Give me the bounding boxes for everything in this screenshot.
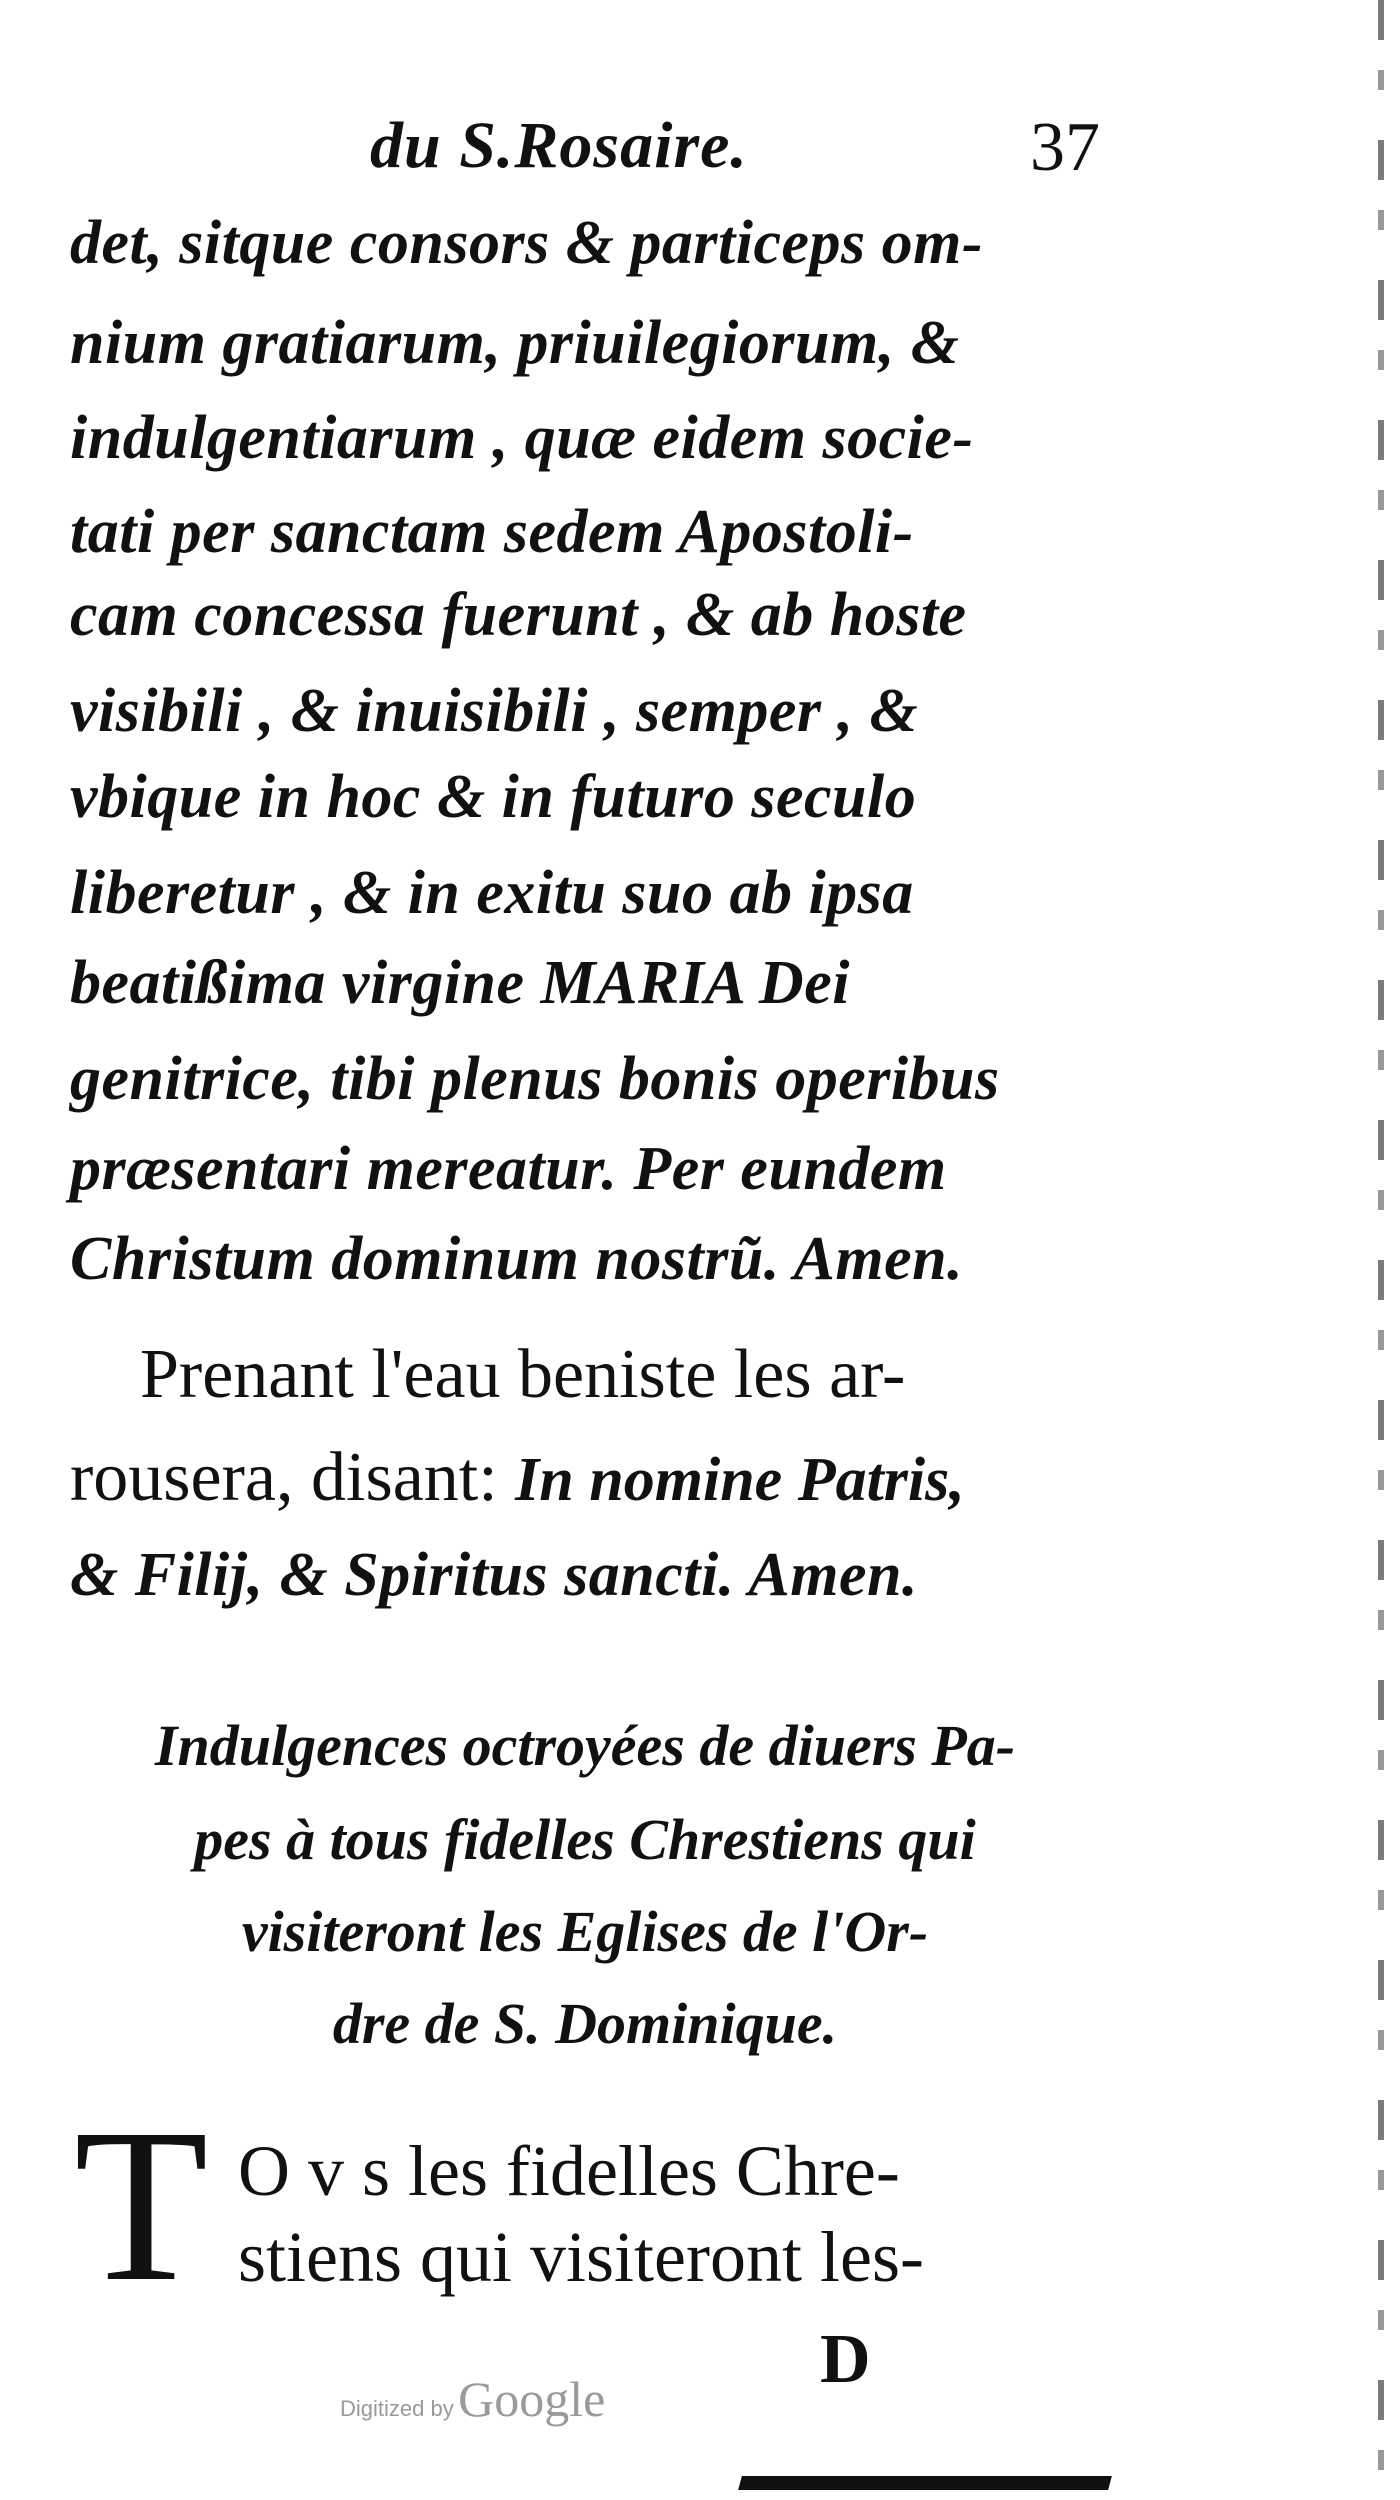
section-heading-line: Indulgences octroyées de diuers Pa- <box>154 1713 1016 1778</box>
rubric-line <box>70 1438 1100 1518</box>
rubric-line: Prenant l'eau beniste les ar- <box>140 1336 906 1413</box>
catchword: D <box>820 2321 871 2398</box>
rubric-roman-text: rousera, disant: <box>70 1439 516 1516</box>
latin-line: tati per sanctam sedem Apostoli- <box>70 498 914 566</box>
latin-line: det, sitque consors & particeps om- <box>70 209 984 277</box>
body-line: stiens qui visiteront les- <box>238 2217 924 2297</box>
body-line: O v s les fidelles Chre- <box>238 2131 900 2211</box>
watermark-prefix: Digitized by <box>340 2396 454 2421</box>
running-head: du S.Rosaire. <box>370 109 748 182</box>
latin-line: indulgentiarum , quæ eidem socie- <box>70 404 974 472</box>
latin-line: Christum dominum nostrũ. Amen. <box>70 1225 964 1293</box>
latin-line: præsentari mereatur. Per eundem <box>70 1135 947 1203</box>
latin-line: liberetur , & in exitu suo ab ipsa <box>70 859 914 927</box>
latin-line: nium gratiarum, priuilegiorum, & <box>70 309 960 377</box>
rubric-italic-text: In nomine Patris, <box>515 1446 965 1514</box>
adjacent-page-edge <box>1378 0 1384 2500</box>
scan-edge-bar <box>738 2476 1112 2490</box>
google-logo: Google <box>458 2371 606 2427</box>
rubric-line: & Filij, & Spiritus sancti. Amen. <box>70 1541 918 1609</box>
section-heading-line: visiteront les Eglises de l'Or- <box>241 1899 929 1964</box>
drop-cap: T <box>74 2083 209 2327</box>
latin-line: visibili , & inuisibili , semper , & <box>70 677 919 745</box>
section-heading-line: pes à tous fidelles Chrestiens qui <box>194 1807 976 1872</box>
page-header <box>70 108 1100 198</box>
latin-line: beatißima virgine MARIA Dei <box>70 949 850 1017</box>
page-number: 37 <box>1030 109 1100 186</box>
latin-line: vbique in hoc & in futuro seculo <box>70 763 917 831</box>
digitization-watermark <box>340 2370 605 2428</box>
section-heading-line: dre de S. Dominique. <box>332 1991 838 2056</box>
latin-line: genitrice, tibi plenus bonis operibus <box>70 1045 1000 1113</box>
latin-line: cam concessa fuerunt , & ab hoste <box>70 581 967 649</box>
